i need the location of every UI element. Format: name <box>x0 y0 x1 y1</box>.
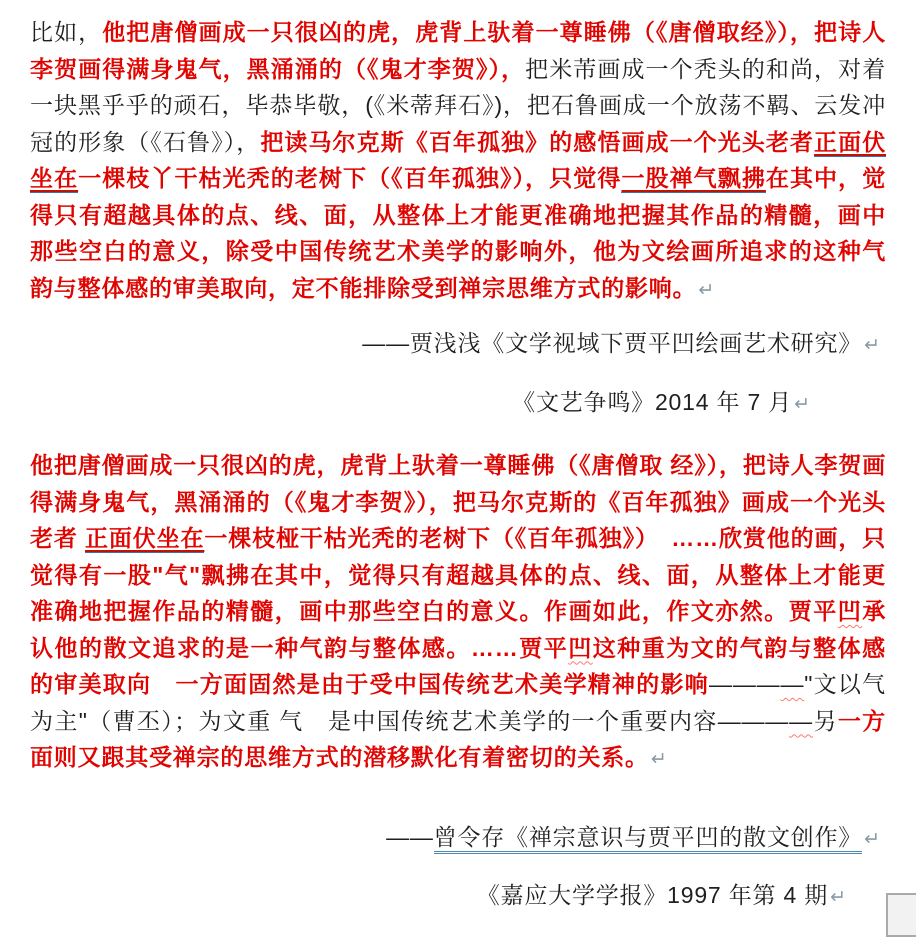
return-mark: ↵ <box>650 749 667 770</box>
text-segment: —— <box>386 823 434 850</box>
text-segment: ——— <box>709 671 781 697</box>
paragraph-1 <box>30 14 886 309</box>
text-segment: 比如， <box>30 19 103 45</box>
text-segment: 《嘉应大学学报》1997 年第 4 期 <box>476 882 829 908</box>
return-mark: ↵ <box>864 828 880 850</box>
text-segment: 在其中，觉得只有超越具体的点、线、面，从整体上才能更准确地把握其作品的精髓，画中那些空白的意义，除受中国传统艺术美学的影响外，他为文绘画所追求的这种气韵与整体感的审美取向，定不能排除受到禅宗思维方式的影响。 <box>30 165 887 301</box>
citation-2-author <box>30 819 886 859</box>
text-segment: 他把唐僧画成一只很凶的虎，虎背上驮着一尊睡佛（《唐僧取经》），把诗人李贺画得满身鬼气，黑涌涌的（《鬼才李贺》）， <box>30 19 887 82</box>
text-segment: 承认他的散文追求的是一种气韵与整体感。……贾平 <box>30 598 886 661</box>
text-segment: 曾令存《禅宗意识与贾平凹的散文创作》 <box>434 824 862 854</box>
return-mark: ↵ <box>794 393 810 415</box>
text-segment: 《文艺争鸣》2014 年 7 月 <box>512 388 793 415</box>
text-segment: 一棵枝桠干枯光秃的老树下（《百年孤独》） ……欣赏他的画，只觉得有一股"气"飘拂在其中，觉得只有超越具体的点、线、面，从整体上才能更准确地把握作品的精髓，画中那些空白的意义。作画如此，作文亦然。贾平 <box>30 525 887 624</box>
table-corner-fragment <box>886 893 916 937</box>
paragraph-2 <box>30 447 886 779</box>
text-segment: 正面伏坐在 <box>30 128 886 191</box>
citation-1-author <box>30 325 886 365</box>
text-segment: 这种重为文的气韵与整体感的审美取向 一方面固然是由于受中国传统艺术美学精神的影响 <box>30 634 886 697</box>
text-segment: 凹 <box>837 598 863 624</box>
text-segment: 把米芾画成一个秃头的和尚，对着一块黑乎乎的顽石，毕恭毕敬，(《米蒂拜石》)，把石鲁画成一个放荡不羁、云发冲冠的形象（《石鲁》）， <box>30 55 887 155</box>
text-segment: ——贾浅浅《文学视域下贾平凹绘画艺术研究》 <box>362 330 863 356</box>
text-segment: 凹 <box>568 634 593 661</box>
text-segment: — <box>780 671 805 697</box>
citation-2-source <box>30 877 886 917</box>
text-segment: 一方面则又跟其受禅宗的思维方式的潜移默化有着密切的关系。 <box>30 707 886 770</box>
text-segment: 一棵枝丫干枯光秃的老树下（《百年孤独》），只觉得 <box>78 165 622 191</box>
text-segment: "文以气为主"（曹丕）；为文重 气 是中国传统艺术美学的一个重要内容——— <box>30 671 886 734</box>
return-mark: ↵ <box>698 279 715 301</box>
text-segment: 一股禅气飘拂 <box>621 165 766 191</box>
text-segment: 他把唐僧画成一只很凶的虎，虎背上驮着一尊睡佛（《唐僧取 经》），把诗人李贺画得满身鬼气，黑涌涌的（《鬼才李贺》），把马尔克斯的《百年孤独》画成一个光头老者 <box>30 452 886 551</box>
return-mark: ↵ <box>864 335 880 356</box>
text-segment: 正面伏坐在 <box>85 525 205 551</box>
text-segment: — <box>789 707 813 734</box>
text-segment: 另 <box>812 707 838 734</box>
text-segment: 把读马尔克斯《百年孤独》的感悟画成一个光头老者 <box>260 128 815 155</box>
citation-1-source <box>30 384 886 424</box>
return-mark: ↵ <box>830 887 846 908</box>
